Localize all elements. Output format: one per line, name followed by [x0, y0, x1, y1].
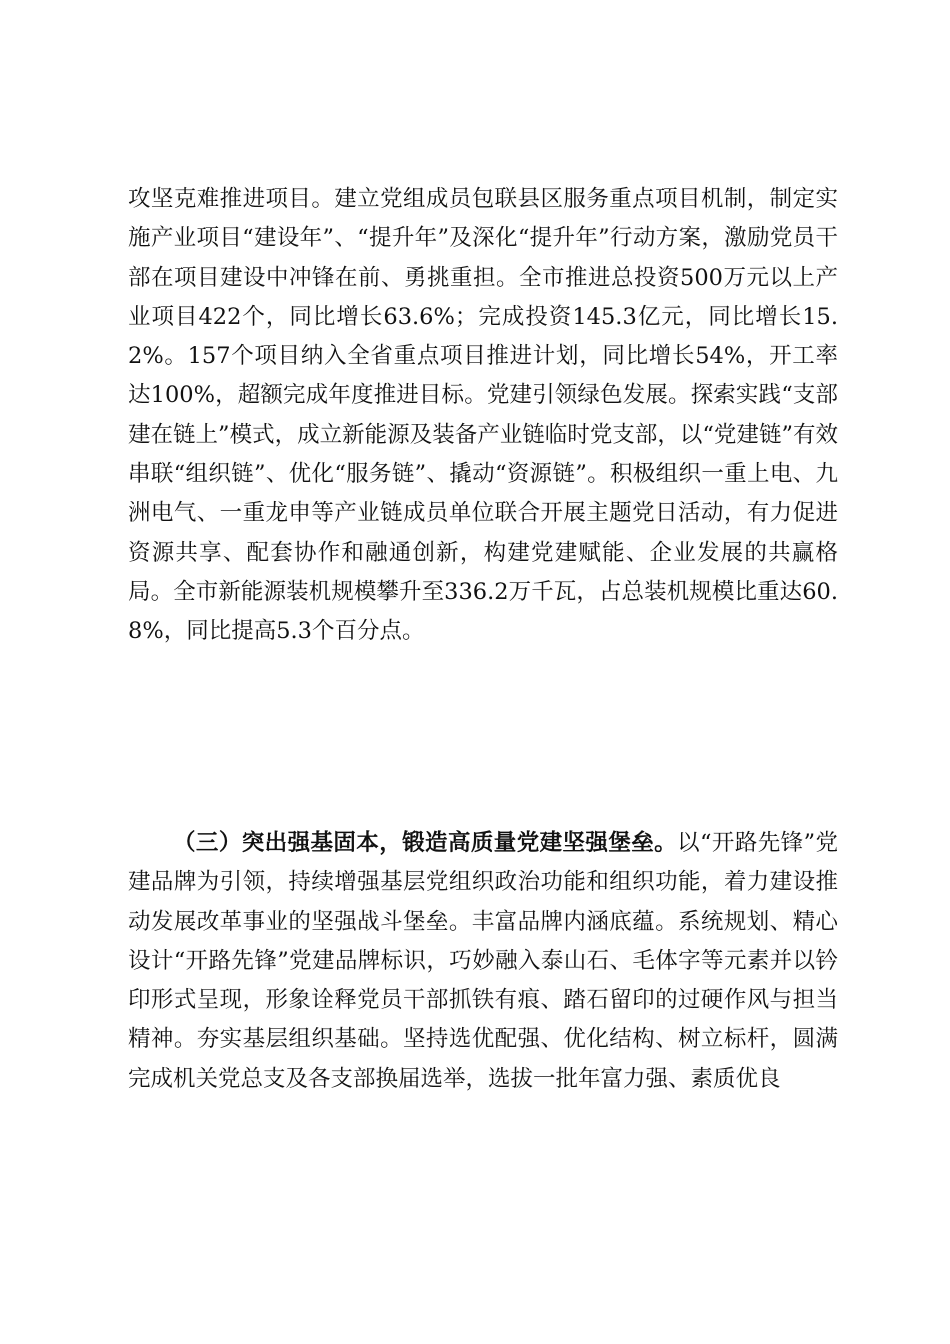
body-paragraph-project-promotion: 攻坚克难推进项目。建立党组成员包联县区服务重点项目机制，制定实施产业项目“建设年”、“提升年”及深化“提升年”行动方案，激励党员干部在项目建设中冲锋在前、勇挑重担。全市推进总投资500万元以上产业项目422个，同比增长63.6%；完成投资145.3亿元，同比增长15.2%。157个项目纳入全省重点项目推进计划，同比增长54%，开工率达100%，超额完成年度推进目标。党建引领绿色发展。探索实践“支部建在链上”模式，成立新能源及装备产业链临时党支部，以“党建链”有效串联“组织链”、优化“服务链”、撬动“资源链”。积极组织一重上电、九洲电气、一重龙申等产业链成员单位联合开展主题党日活动，有力促进资源共享、配套协作和融通创新，构建党建赋能、企业发展的共赢格局。全市新能源装机规模攀升至336.2万千瓦，占总装机规模比重达60.8%，同比提高5.3个百分点。 — [128, 186, 838, 645]
section-heading-three: （三）突出强基固本，锻造高质量党建坚强堡垒。 — [173, 830, 678, 856]
body-paragraph-section-three — [128, 824, 838, 1099]
section-three-body-text: 以“开路先锋”党建品牌为引领，持续增强基层党组织政治功能和组织功能，着力建设推动发展改革事业的坚强战斗堡垒。丰富品牌内涵底蕴。系统规划、精心设计“开路先锋”党建品牌标识，巧妙融入泰山石、毛体字等元素并以钤印形式呈现，形象诠释党员干部抓铁有痕、踏石留印的过硬作风与担当精神。夯实基层组织基础。坚持选优配强、优化结构、树立标杆，圆满完成机关党总支及各支部换届选举，选拔一批年富力强、素质优良 — [128, 830, 838, 1092]
